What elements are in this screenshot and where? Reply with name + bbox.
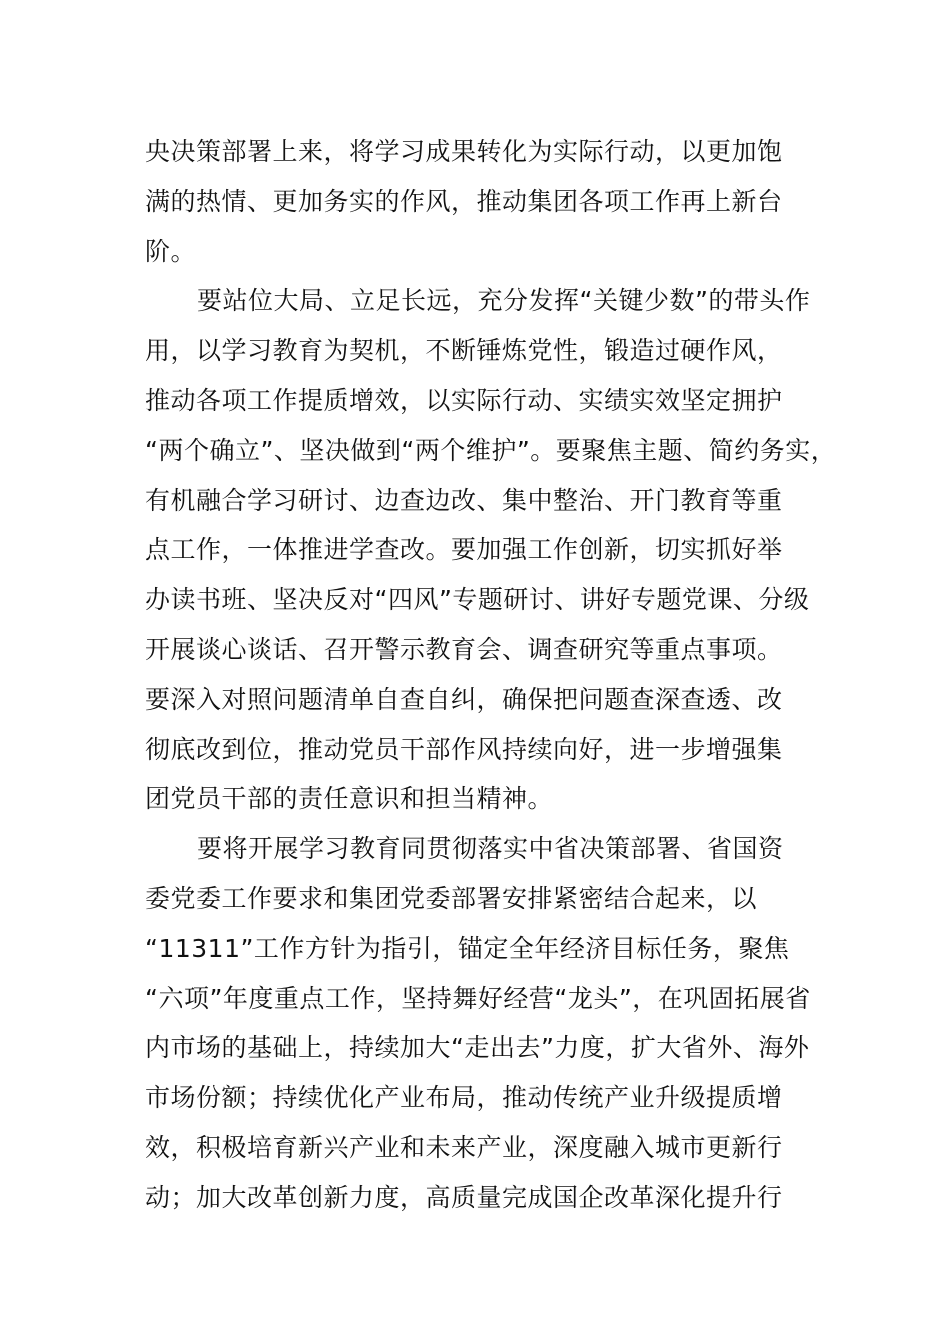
paragraph-3-line-7: 效，积极培育新兴产业和未来产业，深度融入城市更新行	[145, 1132, 783, 1162]
document-body	[145, 127, 845, 1223]
paragraph-3-line-6: 市场份额；持续优化产业布局，推动传统产业升级提质增	[145, 1083, 783, 1113]
paragraph-2-line-5: 有机融合学习研讨、边查边改、集中整治、开门教育等重	[145, 485, 783, 515]
paragraph-2-line-7: 办读书班、坚决反对“四风”专题研讨、讲好专题党课、分级	[145, 585, 810, 615]
paragraph-3-line-3: “11311”工作方针为指引，锚定全年经济目标任务，聚焦	[145, 933, 790, 963]
paragraph-3-line-5: 内市场的基础上，持续加大“走出去”力度，扩大省外、海外	[145, 1033, 810, 1063]
paragraph-1-line-3: 阶。	[145, 236, 197, 266]
paragraph-3-line-1: 要将开展学习教育同贯彻落实中省决策部署、省国资	[197, 834, 784, 864]
paragraph-3-line-8: 动；加大改革创新力度，高质量完成国企改革深化提升行	[145, 1182, 783, 1212]
paragraph-2-line-11: 团党员干部的责任意识和担当精神。	[145, 784, 554, 814]
paragraph-2-line-1: 要站位大局、立足长远，充分发挥“关键少数”的带头作	[197, 286, 811, 316]
paragraph-2-line-6: 点工作，一体推进学查改。要加强工作创新，切实抓好举	[145, 535, 783, 565]
paragraph-2-line-4: “两个确立”、坚决做到“两个维护”。要聚焦主题、简约务实，	[145, 435, 837, 465]
paragraph-2-line-3: 推动各项工作提质增效，以实际行动、实绩实效坚定拥护	[145, 385, 783, 415]
paragraph-2-line-2: 用，以学习教育为契机，不断锤炼党性，锻造过硬作风，	[145, 336, 783, 366]
paragraph-3-line-4: “六项”年度重点工作，坚持舞好经营“龙头”，在巩固拓展省	[145, 983, 811, 1013]
paragraph-1-line-1: 央决策部署上来，将学习成果转化为实际行动，以更加饱	[145, 137, 783, 166]
paragraph-1-line-2: 满的热情、更加务实的作风，推动集团各项工作再上新台	[145, 186, 783, 216]
paragraph-3-line-2: 委党委工作要求和集团党委部署安排紧密结合起来，以	[145, 883, 758, 913]
paragraph-2-line-8: 开展谈心谈话、召开警示教育会、调查研究等重点事项。	[145, 634, 783, 664]
paragraph-2-line-10: 彻底改到位，推动党员干部作风持续向好，进一步增强集	[145, 734, 783, 764]
paragraph-2-line-9: 要深入对照问题清单自查自纠，确保把问题查深查透、改	[145, 684, 783, 714]
